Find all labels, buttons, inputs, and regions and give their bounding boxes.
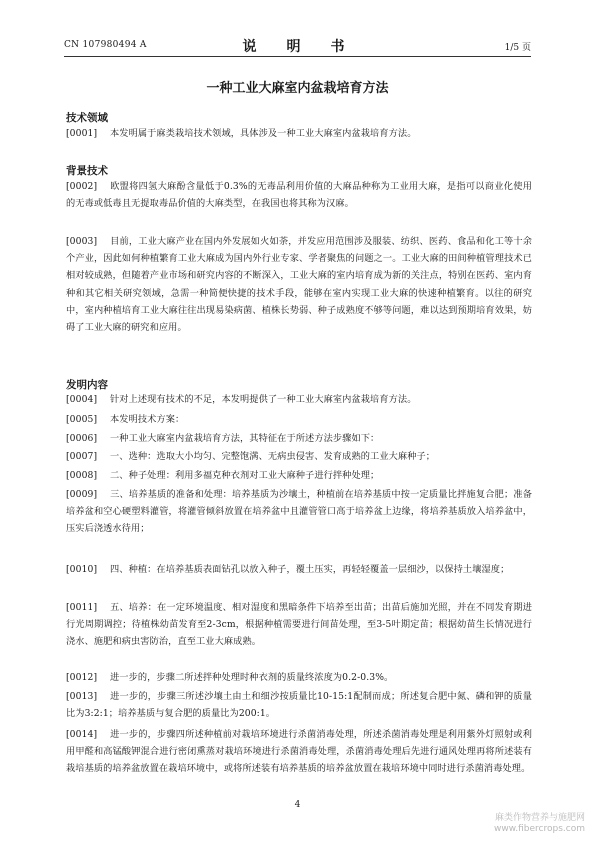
- paragraph-0012: [66, 669, 532, 686]
- paragraph-text: 一、选种：选取大小均匀、完整饱满、无病虫侵害、发育成熟的工业大麻种子；: [110, 451, 436, 462]
- paragraph-number: [0003]: [66, 236, 98, 247]
- paragraph-number: [0009]: [66, 489, 98, 500]
- watermark-url: www.fibercrops.com: [494, 824, 585, 834]
- section-heading-background: 背景技术: [66, 165, 108, 177]
- paragraph-0001: [66, 125, 532, 142]
- paragraph-number: [0008]: [66, 470, 98, 481]
- paragraph-0011: [66, 599, 532, 651]
- paragraph-text: 进一步的，步骤二所述拌种处理时种衣剂的质量终浓度为0.2-0.3%。: [110, 672, 394, 683]
- paragraph-0002: [66, 178, 532, 212]
- paragraph-text: 本发明属于麻类栽培技术领域，具体涉及一种工业大麻室内盆栽培育方法。: [110, 128, 417, 139]
- page-number: 4: [294, 800, 301, 810]
- paragraph-text: 二、种子处理：利用多福克种衣剂对工业大麻种子进行拌种处理；: [110, 470, 380, 481]
- paragraph-0009: [66, 486, 532, 538]
- paragraph-0007: [66, 448, 532, 465]
- watermark: [494, 813, 585, 835]
- page-indicator: 1/5 页: [504, 43, 531, 53]
- paragraph-text: 进一步的，步骤三所述沙壤土由土和细沙按质量比10-15:1配制而成；所述复合肥中氮、磷和钾的质量比为3:2:1；培养基质与复合肥的质量比为200:1。: [66, 691, 532, 720]
- section-heading-invention: 发明内容: [66, 379, 108, 391]
- paragraph-0014: [66, 726, 532, 778]
- paragraph-number: [0011]: [66, 602, 98, 613]
- paragraph-0004: [66, 391, 532, 408]
- paragraph-number: [0006]: [66, 433, 98, 444]
- watermark-site-name: 麻类作物营养与施肥网: [494, 813, 585, 823]
- document-type: 说 明 书: [242, 39, 353, 55]
- paragraph-0006: [66, 430, 532, 447]
- paragraph-0003: [66, 233, 532, 336]
- section-heading-tech-field: 技术领域: [66, 112, 108, 124]
- document-title: 一种工业大麻室内盆栽培育方法: [206, 81, 389, 96]
- paragraph-text: 一种工业大麻室内盆栽培育方法，其特征在于所述方法步骤如下：: [110, 433, 380, 444]
- paragraph-text: 欧盟将四氢大麻酚含量低于0.3%的无毒品利用价值的大麻品种称为工业用大麻，是指可以商业化使用的无毒或低毒且无提取毒品价值的大麻类型，在我国也将其称为汉麻。: [66, 181, 532, 210]
- paragraph-number: [0004]: [66, 394, 98, 405]
- paragraph-text: 三、培养基质的准备和处理：培养基质为沙壤土，种植前在培养基质中按一定质量比拌施复合肥；准备培养盆和空心硬塑料灌管，将灌管倾斜放置在培养盆中且灌管管口高于培养盆上边缘，将培养基质放入培养盆中，压实后浇透水待用；: [66, 489, 532, 535]
- paragraph-number: [0005]: [66, 414, 98, 425]
- paragraph-text: 本发明技术方案：: [110, 414, 185, 425]
- paragraph-number: [0013]: [66, 691, 98, 702]
- paragraph-0013: [66, 688, 532, 722]
- paragraph-number: [0001]: [66, 128, 98, 139]
- paragraph-0005: [66, 411, 532, 428]
- paragraph-0010: [66, 561, 532, 578]
- paragraph-number: [0014]: [66, 729, 98, 740]
- paragraph-0008: [66, 467, 532, 484]
- paragraph-number: [0002]: [66, 181, 98, 192]
- page-header: [64, 36, 531, 57]
- paragraph-number: [0012]: [66, 672, 98, 683]
- paragraph-text: 四、种植：在培养基质表面钻孔以放入种子，覆土压实，再轻轻覆盖一层细沙，以保持土壤湿度；: [110, 564, 510, 575]
- paragraph-number: [0007]: [66, 451, 98, 462]
- paragraph-number: [0010]: [66, 564, 98, 575]
- paragraph-text: 目前，工业大麻产业在国内外发展如火如荼，并发应用范围涉及服装、纺织、医药、食品和化工等十余个产业，因此如何种植繁育工业大麻成为国内外行业专家、学者聚焦的问题之一。工业大麻的田间种植管理技术已相对较成熟，但随着产业市场和研究内容的不断深入，工业大麻的室内培育成为新的关注点，特别在医药、室内育种和其它相关研究领域，急需一种简便快捷的技术手段，能够在室内实现工业大麻的快速种植繁育。以往的研究中，室内种植培育工业大麻往往出现易染病菌、植株长势弱、种子成熟度不够等问题，难以达到预期培育效果，妨碍了工业大麻的研究和应用。: [66, 236, 532, 334]
- paragraph-text: 五、培养：在一定环境温度、相对湿度和黑暗条件下培养至出苗；出苗后施加光照，并在不同发育期进行光周期调控；待植株幼苗发育至2-3cm，根据种植需要进行间苗处理，至3-5叶期定苗；根据幼苗生长情况进行浇水、施肥和病虫害防治，直至工业大麻成熟。: [66, 602, 532, 648]
- publication-number: CN 107980494 A: [64, 40, 147, 50]
- paragraph-text: 针对上述现有技术的不足，本发明提供了一种工业大麻室内盆栽培育方法。: [110, 394, 417, 405]
- paragraph-text: 进一步的，步骤四所述种植前对栽培环境进行杀菌消毒处理，所述杀菌消毒处理是利用紫外灯照射或利用甲醛和高锰酸钾混合进行密闭熏蒸对栽培环境进行杀菌消毒处理，杀菌消毒处理后先进行通风处理再将所述装有栽培基质的培养盆放置在栽培环境中，或将所述装有培养基质的培养盆放置在栽培环境中同时进行杀菌消毒处理。: [66, 729, 532, 775]
